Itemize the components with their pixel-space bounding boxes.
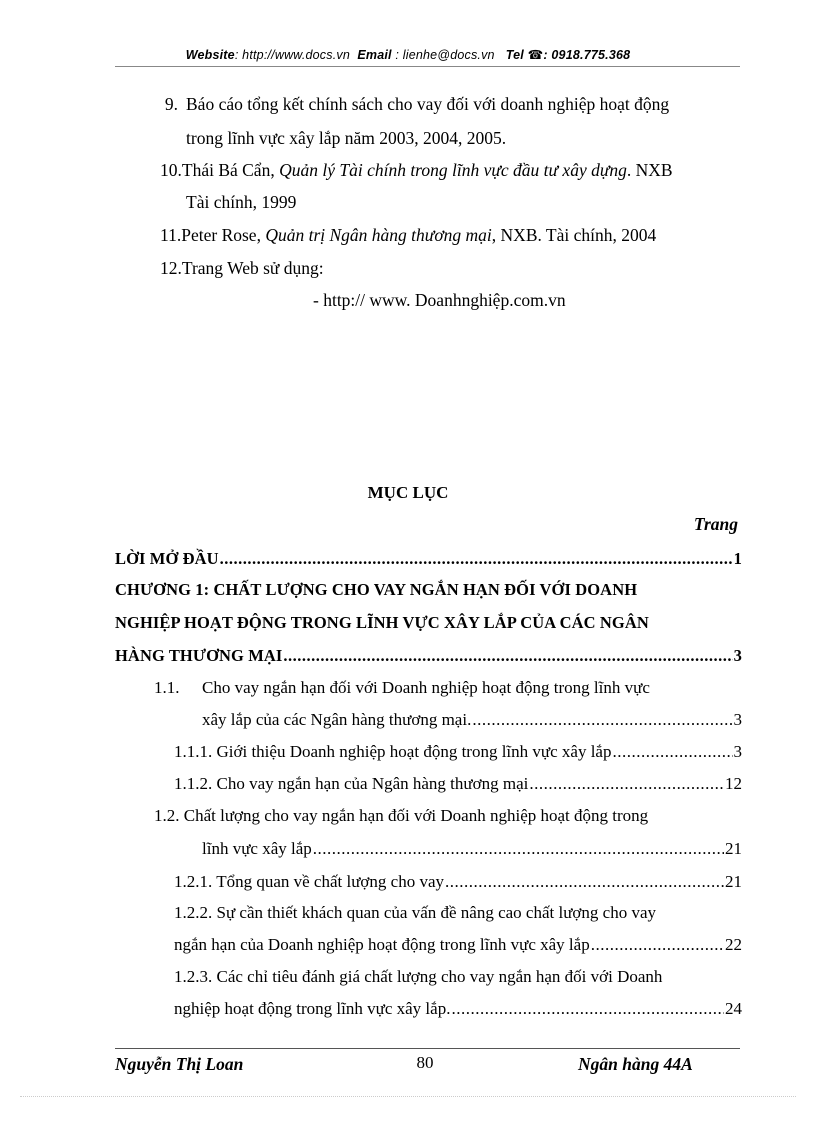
ref-10-author: Thái Bá Cẩn,	[181, 160, 280, 180]
ref-12-number: 12.	[160, 258, 182, 278]
ref-12-label: Trang Web sử dụng:	[181, 258, 324, 278]
toc-entry-intro[interactable]	[115, 549, 742, 569]
toc-entry-page: 3	[733, 710, 742, 729]
toc-entry-1-1-1[interactable]	[174, 742, 742, 762]
toc-entry-label: lĩnh vực xây lắp	[202, 839, 312, 858]
tel-label: Tel	[505, 48, 524, 62]
toc-entry-1-2-3-line1[interactable]: 1.2.3. Các chỉ tiêu đánh giá chất lượng cho vay ngắn hạn đối với Doanh	[174, 967, 663, 986]
footer-page-number: 80	[416, 1053, 434, 1072]
toc-entry-page: 3	[733, 742, 742, 761]
toc-entry-page: 1	[733, 549, 742, 568]
header-divider	[115, 66, 740, 67]
toc-leader-dots	[283, 646, 732, 666]
toc-entry-1-2-1[interactable]	[174, 872, 742, 892]
toc-entry-label: nghiệp hoạt động trong lĩnh vực xây lắp.	[174, 999, 451, 1018]
ref-10-title: Quản lý Tài chính trong lĩnh vực đầu tư xây dựng	[279, 160, 627, 180]
toc-chapter1-line1[interactable]: CHƯƠNG 1: CHẤT LƯỢNG CHO VAY NGẮN HẠN ĐỐI VỚI DOANH	[115, 580, 638, 599]
toc-entry-1-2-3[interactable]	[174, 999, 742, 1019]
ref-10-line2: Tài chính, 1999	[186, 192, 297, 212]
toc-entry-label: 1.2.1. Tổng quan về chất lượng cho vay	[174, 872, 444, 891]
toc-entry-1-2[interactable]	[202, 839, 742, 859]
ref-10	[160, 162, 673, 180]
toc-entry-page: 3	[733, 646, 742, 665]
ref-9-number: 9.	[164, 94, 178, 114]
toc-entry-page: 21	[725, 839, 742, 858]
ref-11-author: Peter Rose,	[181, 225, 266, 245]
toc-entry-page: 12	[725, 774, 742, 793]
footer-class: Ngân hàng 44A	[578, 1054, 693, 1074]
toc-entry-label: HÀNG THƯƠNG MẠI	[115, 646, 283, 665]
toc-chapter1-line2[interactable]: NGHIỆP HOẠT ĐỘNG TRONG LĨNH VỰC XÂY LẮP CỦA CÁC NGÂN	[115, 613, 649, 632]
ref-9-line2: trong lĩnh vực xây lắp năm 2003, 2004, 2005.	[186, 128, 507, 148]
footer-divider	[115, 1048, 740, 1049]
ref-12	[160, 260, 324, 278]
ref-11-number: 11.	[160, 225, 182, 245]
toc-entry-1-1-line1[interactable]: Cho vay ngắn hạn đối với Doanh nghiệp hoạt động trong lĩnh vực	[202, 678, 650, 697]
toc-entry-1-2-2[interactable]	[174, 935, 742, 955]
toc-leader-dots	[313, 839, 724, 859]
toc-entry-label: 1.1.1. Giới thiệu Doanh nghiệp hoạt động trong lĩnh vực xây lắp	[174, 742, 612, 761]
toc-entry-label: ngắn hạn của Doanh nghiệp hoạt động trong lĩnh vực xây lắp	[174, 935, 590, 954]
toc-leader-dots	[472, 710, 732, 730]
page-header	[0, 47, 816, 62]
footer-author: Nguyễn Thị Loan	[115, 1054, 244, 1074]
toc-entry-page: 21	[725, 872, 742, 891]
toc-entry-label: xây lắp của các Ngân hàng thương mại.	[202, 710, 472, 729]
toc-leader-dots	[529, 774, 724, 794]
toc-page-column-header: Trang	[693, 514, 738, 534]
toc-entry-1-1[interactable]	[202, 710, 742, 730]
toc-entry-page: 22	[725, 935, 742, 954]
phone-icon: ☎	[527, 48, 544, 62]
toc-entry-chapter1[interactable]	[115, 646, 742, 666]
toc-leader-dots	[612, 742, 732, 762]
toc-leader-dots	[451, 999, 724, 1019]
toc-entry-label: LỜI MỞ ĐẦU	[115, 549, 219, 568]
ref-11-title: Quản trị Ngân hàng thương mại	[265, 225, 492, 245]
toc-leader-dots	[220, 549, 733, 569]
ref-10-tail: . NXB	[626, 160, 673, 180]
toc-leader-dots	[591, 935, 724, 955]
website-label: Website	[185, 48, 235, 62]
tel-value: : 0918.775.368	[543, 48, 631, 62]
toc-entry-1-1-number[interactable]: 1.1.	[154, 678, 180, 697]
toc-entry-1-2-line1[interactable]: 1.2. Chất lượng cho vay ngắn hạn đối với Doanh nghiệp hoạt động trong	[154, 806, 649, 825]
page-bottom-border	[20, 1096, 796, 1097]
email-value: : lienhe@docs.vn	[391, 48, 495, 62]
email-label: Email	[357, 48, 392, 62]
toc-entry-label: 1.1.2. Cho vay ngắn hạn của Ngân hàng thương mại	[174, 774, 529, 793]
toc-entry-page: 24	[725, 999, 742, 1018]
toc-leader-dots	[445, 872, 724, 892]
website-value: : http://www.docs.vn	[234, 48, 350, 62]
toc-title: MỤC LỤC	[367, 483, 449, 502]
toc-entry-1-2-2-line1[interactable]: 1.2.2. Sự cần thiết khách quan của vấn đề nâng cao chất lượng cho vay	[174, 903, 657, 922]
ref-10-number: 10.	[160, 160, 182, 180]
ref-11-tail: , NXB. Tài chính, 2004	[491, 225, 657, 245]
toc-entry-1-1-2[interactable]	[174, 774, 742, 794]
ref-12-website: - http:// www. Doanhnghiệp.com.vn	[313, 290, 566, 310]
ref-11	[160, 227, 656, 245]
ref-9-line1: Báo cáo tổng kết chính sách cho vay đối với doanh nghiệp hoạt động	[186, 94, 670, 114]
